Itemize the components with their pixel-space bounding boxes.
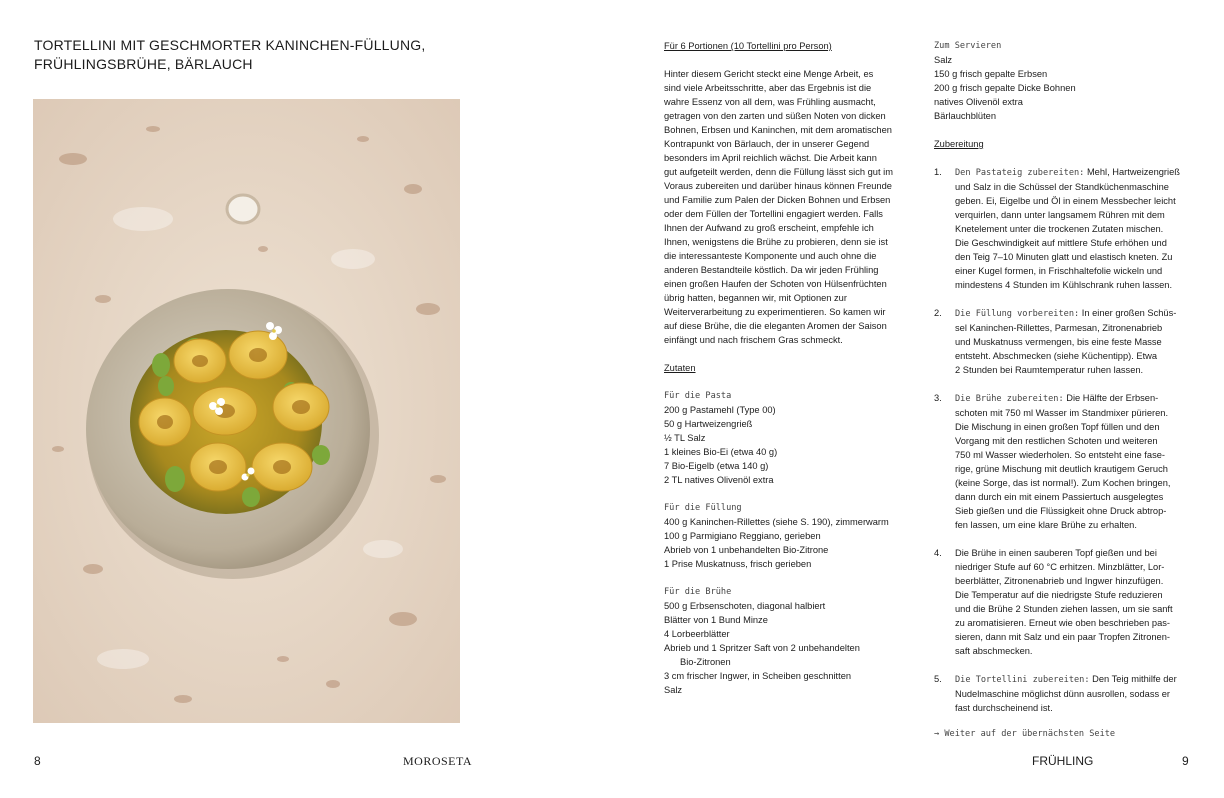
continued-note: → Weiter auf der übernächsten Seite (934, 729, 1116, 739)
method-column (934, 39, 1196, 741)
intro-line: Bohnen, Erbsen und Kaninchen, mit dem aromatischen (664, 125, 892, 135)
ingredient-item: 1 kleines Bio-Ei (etwa 40 g) (664, 447, 778, 457)
method-step (934, 165, 1196, 292)
step-text: sieren, dann mit Salz und ein paar Tropfen Zitronen- (955, 632, 1170, 642)
method-heading: Zubereitung (934, 139, 984, 149)
step-number: 2. (934, 308, 942, 318)
step-text: den Teig 7–10 Minuten glatt und elastisch kneten. Zu (955, 252, 1173, 262)
title-line: TORTELLINI MIT GESCHMORTER KANINCHEN-FÜLLUNG, (34, 37, 426, 53)
step-text: Die Temperatur auf die niedrigste Stufe reduzieren (955, 590, 1163, 600)
step-number: 3. (934, 393, 942, 403)
method-step (934, 306, 1196, 377)
serving-item: 150 g frisch gepalte Erbsen (934, 69, 1048, 79)
step-number: 1. (934, 167, 942, 177)
step-text: saft abschmecken. (955, 646, 1033, 656)
step-text: Knetelement unter die trockenen Zutaten mischen. (955, 224, 1164, 234)
dish-photo (33, 99, 460, 723)
step-lead: Die Füllung vorbereiten: (955, 309, 1080, 319)
intro-line: die interessanteste Komponente und auch ohne die (664, 251, 877, 261)
step-text: fast durchscheinend ist. (955, 703, 1053, 713)
step-text: und die Brühe 2 Stunden ziehen lassen, um sie sanft (955, 604, 1173, 614)
portions-heading: Für 6 Portionen (10 Tortellini pro Person) (664, 41, 832, 51)
intro-line: besonders im April reichlich wächst. Die Arbeit kann (664, 153, 877, 163)
step-text: niedriger Stufe auf 60 °C erhitzen. Minzblätter, Lor- (955, 562, 1165, 572)
broth-subheading: Für die Brühe (664, 587, 732, 597)
ingredient-item: 2 TL natives Olivenöl extra (664, 475, 774, 485)
ingredient-item: 7 Bio-Eigelb (etwa 140 g) (664, 461, 769, 471)
pasta-subheading: Für die Pasta (664, 391, 732, 401)
ingredient-item: 100 g Parmigiano Reggiano, gerieben (664, 531, 821, 541)
serving-item: 200 g frisch gepalte Dicke Bohnen (934, 83, 1076, 93)
ingredient-item: Blätter von 1 Bund Minze (664, 615, 768, 625)
step-text: 2 Stunden bei Raumtemperatur ruhen lassen. (955, 365, 1144, 375)
intro-line: sind viele Arbeitsschritte, aber das Ergebnis ist die (664, 83, 872, 93)
intro-line: und Familie zum Palen der Dicken Bohnen und Erbsen (664, 195, 891, 205)
intro-line: einen großen Haufen der Schoten von Hülsenfrüchten (664, 279, 887, 289)
step-text: Den Teig mithilfe der (1089, 674, 1177, 684)
intro-line: Hinter diesem Gericht steckt eine Menge Arbeit, es (664, 69, 874, 79)
ingredient-item: 4 Lorbeerblätter (664, 629, 730, 639)
intro-line: wahre Essenz von all dem, was Frühling ausmacht, (664, 97, 876, 107)
step-text: Vorgang mit den restlichen Schoten und weiteren (955, 436, 1158, 446)
ingredient-item: ½ TL Salz (664, 433, 706, 443)
step-text: beerblätter, Zitronenabrieb und Ingwer hinzufügen. (955, 576, 1164, 586)
intro-line: Kontrapunkt von Bärlauch, der in unserer Gegend (664, 139, 870, 149)
step-text: mindestens 4 Stunden im Kühlschrank ruhen lassen. (955, 280, 1173, 290)
step-lead: Die Brühe zubereiten: (955, 394, 1064, 404)
ingredients-heading: Zutaten (664, 363, 696, 373)
intro-line: anderen Bestandteile köstlich. Da wir jeden Frühling (664, 265, 879, 275)
filling-subheading: Für die Füllung (664, 503, 742, 513)
step-text: Die Hälfte der Erbsen- (1063, 393, 1159, 403)
step-text: geben. Ei, Eigelbe und Öl in einem Messbecher leicht (955, 196, 1176, 206)
intro-line: getragen von den zarten und süßen Noten von dicken (664, 111, 886, 121)
step-text: Mehl, Hartweizengrieß (1084, 167, 1180, 177)
intro-text (664, 67, 920, 347)
step-text: Sieb gießen und die Flüssigkeit ohne Druck abtrop- (955, 506, 1167, 516)
step-text: und Salz in die Schüssel der Standküchenmaschine (955, 182, 1169, 192)
serving-item: Salz (934, 55, 953, 65)
running-footer: MOROSETA (403, 754, 473, 768)
step-text: 750 ml Wasser wiederholen. So entsteht eine fase- (955, 450, 1165, 460)
step-text: sel Kaninchen-Rillettes, Parmesan, Zitronenabrieb (955, 323, 1163, 333)
ingredient-item: 50 g Hartweizengrieß (664, 419, 753, 429)
step-text: verquirlen, dann unter langsamem Rühren mit dem (955, 210, 1165, 220)
intro-line: oder dem Füllen der Tortellini engagiert werden. Falls (664, 209, 883, 219)
step-text: rige, grüne Mischung mit deutlich krautigem Geruch (955, 464, 1168, 474)
step-number: 4. (934, 548, 942, 558)
step-lead: Die Tortellini zubereiten: (955, 675, 1090, 685)
serving-subheading: Zum Servieren (934, 41, 1002, 51)
intro-line: übrig hatten, begannen wir, mit Optionen zur (664, 293, 847, 303)
ingredient-item: 400 g Kaninchen-Rillettes (siehe S. 190), zimmerwarm (664, 517, 889, 527)
intro-line: Weiterverarbeitung zu experimentieren. So kamen wir (664, 307, 886, 317)
ingredient-item: Salz (664, 685, 683, 695)
tortellini-bowl-illustration (33, 99, 460, 723)
intro-line: auf diese Brühe, die die eleganten Aromen der Saison (664, 321, 887, 331)
title-line: FRÜHLINGSBRÜHE, BÄRLAUCH (34, 56, 253, 72)
ingredient-item: 3 cm frischer Ingwer, in Scheiben geschnitten (664, 671, 852, 681)
intro-line: gut aufgeteilt werden, denn die Füllung lässt sich gut im (664, 167, 893, 177)
ingredient-item: 200 g Pastamehl (Type 00) (664, 405, 776, 415)
ingredient-item: 1 Prise Muskatnuss, frisch gerieben (664, 559, 812, 569)
intro-line: Ihnen, wenigstens die Brühe zu probieren, denn sie ist (664, 237, 888, 247)
ingredient-item: 500 g Erbsenschoten, diagonal halbiert (664, 601, 826, 611)
intro-line: Voraus zubereiten und darüber hinaus können Freunde (664, 181, 892, 191)
recipe-title (34, 36, 454, 74)
ingredient-item: Abrieb und 1 Spritzer Saft von 2 unbehandelten (664, 643, 860, 653)
intro-line: Ihnen der Aufwand zu groß erscheint, empfehle ich (664, 223, 874, 233)
step-text: Die Geschwindigkeit auf mittlere Stufe erhöhen und (955, 238, 1167, 248)
step-lead: Den Pastateig zubereiten: (955, 168, 1085, 178)
step-text: fen lassen, um eine klare Brühe zu erhalten. (955, 520, 1137, 530)
page-number: 9 (1182, 754, 1189, 768)
step-text: Nudelmaschine möglichst dünn ausrollen, sodass er (955, 689, 1170, 699)
running-footer: FRÜHLING (1032, 754, 1094, 768)
method-step (934, 672, 1196, 715)
method-steps (934, 165, 1196, 715)
step-text: Die Mischung in einen großen Topf füllen und den (955, 422, 1160, 432)
step-text: einer Kugel formen, in Frischhaltefolie wickeln und (955, 266, 1163, 276)
serving-item: Bärlauchblüten (934, 111, 997, 121)
serving-item: natives Olivenöl extra (934, 97, 1023, 107)
step-text: und Muskatnuss vermengen, bis eine feste Masse (955, 337, 1162, 347)
method-step (934, 391, 1196, 532)
step-text: dann durch ein mit einem Passiertuch ausgelegtes (955, 492, 1164, 502)
step-text: Die Brühe in einen sauberen Topf gießen und bei (955, 548, 1157, 558)
page-number: 8 (34, 754, 41, 768)
step-text: schoten mit 750 ml Wasser im Standmixer pürieren. (955, 408, 1169, 418)
method-step (934, 546, 1196, 658)
step-text: zu aromatisieren. Erneut wie oben beschrieben pas- (955, 618, 1170, 628)
step-text: In einer großen Schüs- (1079, 308, 1177, 318)
ingredient-item-continued: Bio-Zitronen (680, 657, 731, 667)
step-text: (keine Sorge, das ist normal!). Zum Kochen bringen, (955, 478, 1171, 488)
intro-line: einfängt und nach frischem Gras schmeckt. (664, 335, 843, 345)
ingredient-item: Abrieb von 1 unbehandelten Bio-Zitrone (664, 545, 829, 555)
step-number: 5. (934, 674, 942, 684)
step-text: entsteht. Abschmecken (siehe Küchentipp). Etwa (955, 351, 1158, 361)
intro-column (664, 39, 920, 697)
right-page (612, 0, 1224, 798)
